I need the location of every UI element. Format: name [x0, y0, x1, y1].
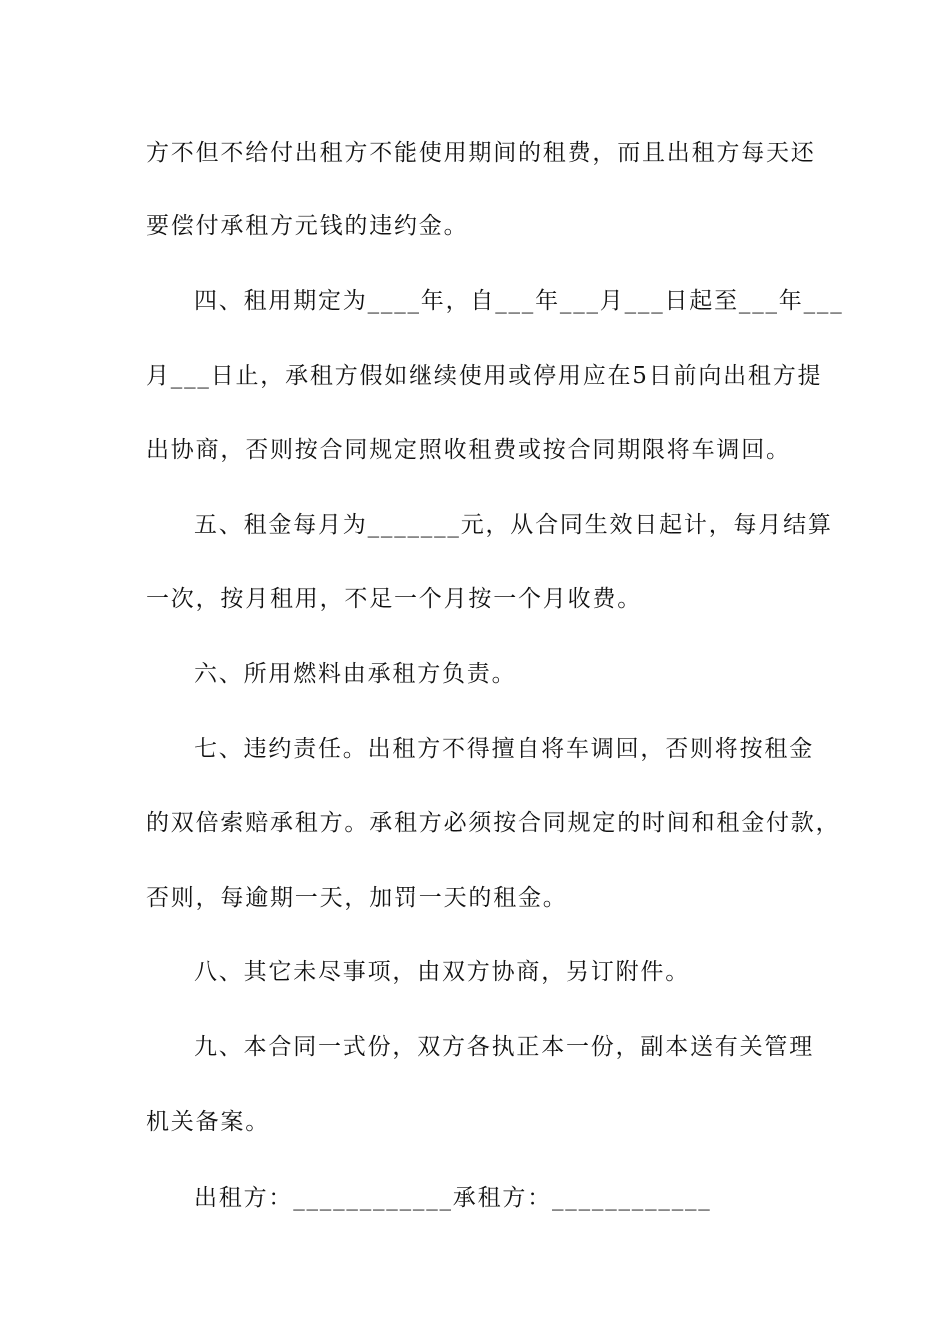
paragraph-3-line-1: 方不但不给付出租方不能使用期间的租费，而且出租方每天还: [146, 140, 816, 166]
signature-line: 出租方：____________承租方：____________: [194, 1185, 712, 1211]
clause-5-line-2: 一次，按月租用，不足一个月按一个月收费。: [146, 586, 642, 612]
clause-7-line-1: 七、违约责任。出租方不得擅自将车调回，否则将按租金: [194, 736, 814, 762]
paragraph-3-line-2: 要偿付承租方元钱的违约金。: [146, 213, 469, 239]
clause-4-line-2: 月___日止，承租方假如继续使用或停用应在5日前向出租方提: [146, 363, 823, 389]
clause-5-line-1: 五、租金每月为_______元，从合同生效日起计，每月结算: [194, 512, 833, 538]
clause-6-line-1: 六、所用燃料由承租方负责。: [194, 661, 517, 687]
clause-7-line-2: 的双倍索赔承租方。承租方必须按合同规定的时间和租金付款，: [146, 810, 841, 836]
clause-9-line-2: 机关备案。: [146, 1109, 270, 1135]
clause-4-line-3: 出协商，否则按合同规定照收租费或按合同期限将车调回。: [146, 437, 791, 463]
clause-4-line-1: 四、租用期定为____年，自___年___月___日起至___年___: [194, 288, 844, 314]
clause-8-line-1: 八、其它未尽事项，由双方协商，另订附件。: [194, 959, 690, 985]
clause-7-line-3: 否则，每逾期一天，加罚一天的租金。: [146, 885, 568, 911]
clause-9-line-1: 九、本合同一式份，双方各执正本一份，副本送有关管理: [194, 1034, 814, 1060]
